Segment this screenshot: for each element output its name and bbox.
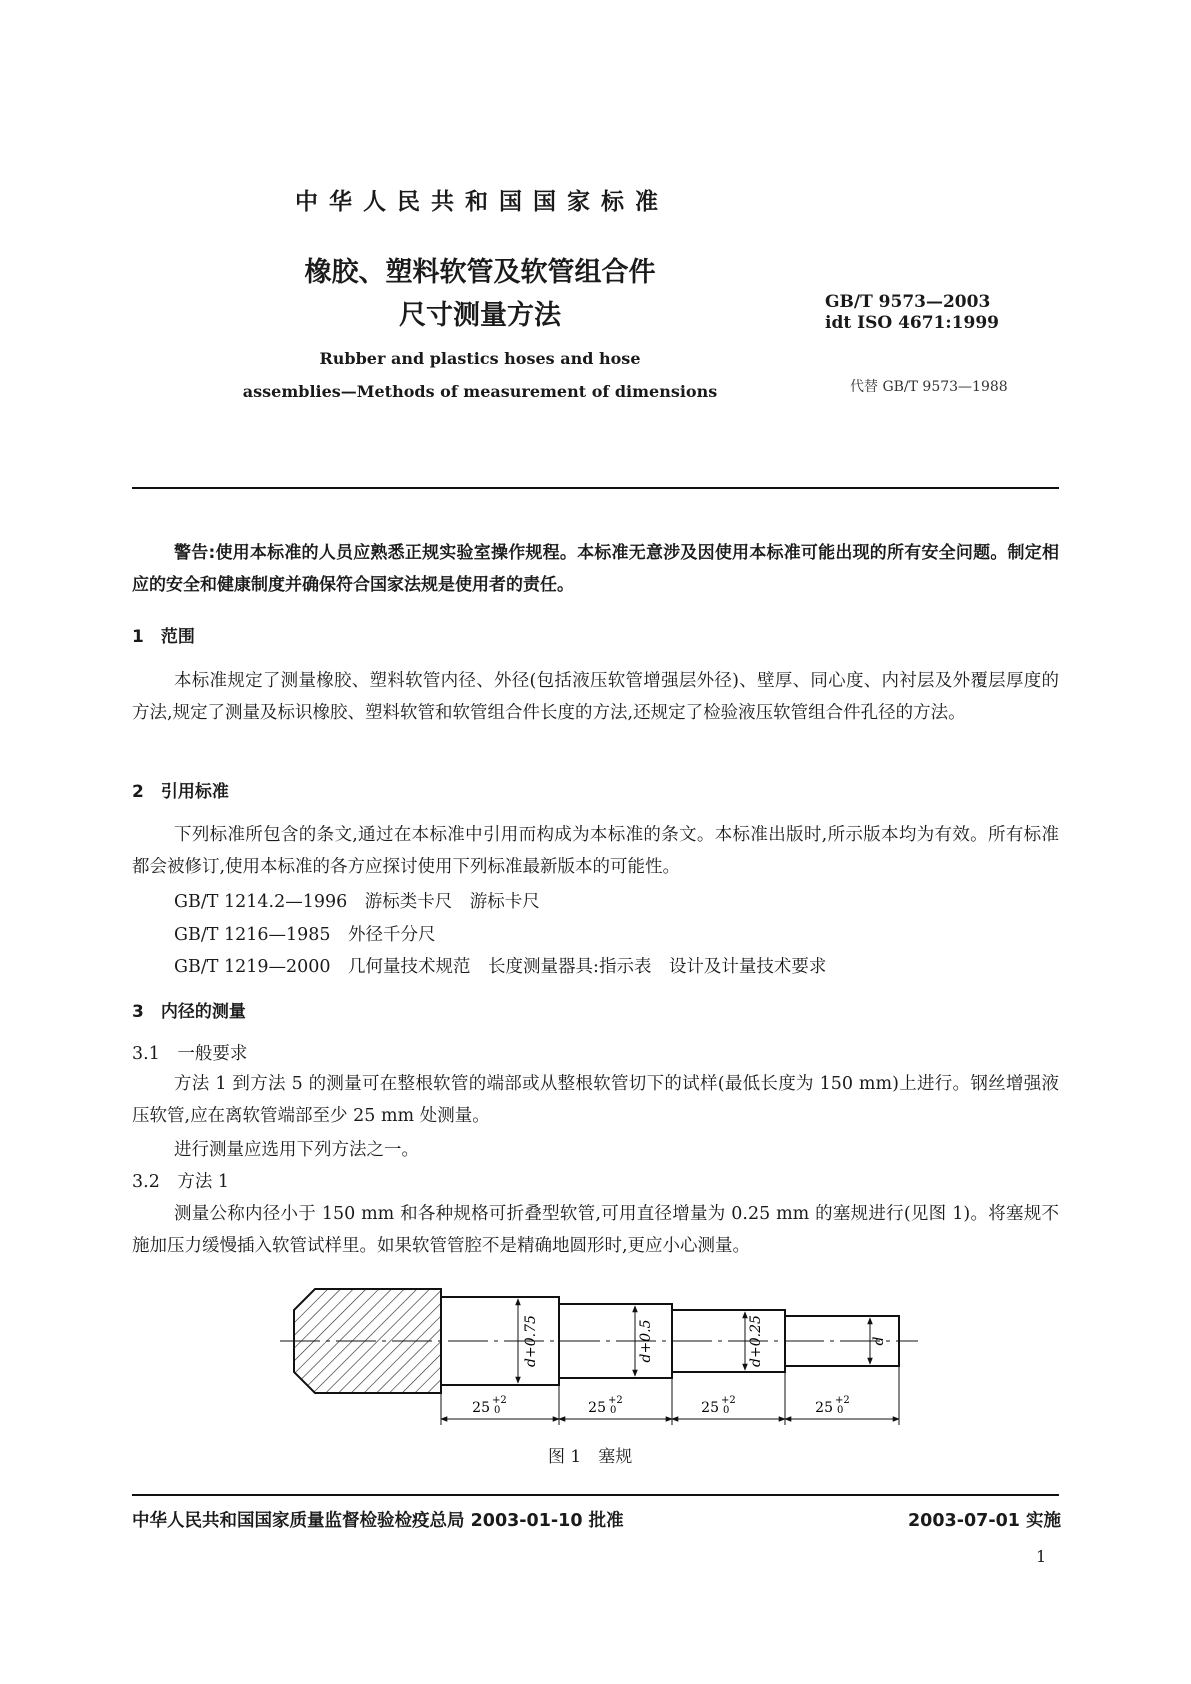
english-title-line1: Rubber and plastics hoses and hose bbox=[319, 349, 641, 368]
section-3-1-text: 方法 1 到方法 5 的测量可在整根软管的端部或从整根软管切下的试样(最低长度为 150 mm)上进行。钢丝增强液压软管,应在离软管端部至少 25 mm 处测量。 bbox=[132, 1074, 1059, 1126]
diameter-label: d+0.5 bbox=[638, 1319, 654, 1363]
length-label bbox=[588, 1395, 623, 1416]
reference-item: GB/T 1216—1985 外径千分尺 bbox=[174, 925, 436, 945]
approval-note: 中华人民共和国国家质量监督检验检疫总局 2003-01-10 批准 bbox=[132, 1511, 624, 1531]
section-3-heading: 3 内径的测量 bbox=[132, 1002, 246, 1022]
reference-item: GB/T 1214.2—1996 游标类卡尺 游标卡尺 bbox=[174, 892, 540, 912]
svg-text:25: 25 bbox=[472, 1400, 490, 1416]
svg-text:0: 0 bbox=[837, 1405, 844, 1416]
svg-text:0: 0 bbox=[494, 1405, 501, 1416]
section-3-1-text2: 进行测量应选用下列方法之一。 bbox=[174, 1140, 419, 1160]
footer-divider bbox=[132, 1494, 1059, 1496]
page-number: 1 bbox=[1036, 1547, 1047, 1566]
replaces-note: 代替 GB/T 9573—1988 bbox=[850, 379, 1008, 395]
svg-text:+2: +2 bbox=[835, 1395, 850, 1406]
svg-text:25: 25 bbox=[701, 1400, 719, 1416]
diameter-label: d+0.25 bbox=[748, 1315, 764, 1367]
svg-text:+2: +2 bbox=[608, 1395, 623, 1406]
section-2-text: 下列标准所包含的条文,通过在本标准中引用而构成为本标准的条文。本标准出版时,所示版本均为有效。所有标准都会被修订,使用本标准的各方应探讨使用下列标准最新版本的可能性。 bbox=[132, 825, 1059, 877]
svg-text:25: 25 bbox=[815, 1400, 833, 1416]
effective-date: 2003-07-01 实施 bbox=[908, 1511, 1062, 1531]
length-label bbox=[701, 1395, 736, 1416]
english-title-line2: assemblies—Methods of measurement of dimensions bbox=[242, 382, 718, 401]
document-title-line2: 尺寸测量方法 bbox=[399, 300, 561, 331]
section-1-text: 本标准规定了测量橡胶、塑料软管内径、外径(包括液压软管增强层外径)、壁厚、同心度、内衬层及外覆层厚度的方法,规定了测量及标识橡胶、塑料软管和软管组合件长度的方法,还规定了检验液压软管组合件孔径的方法。 bbox=[132, 671, 1059, 723]
section-3-1-heading: 3.1 一般要求 bbox=[132, 1044, 248, 1064]
svg-text:0: 0 bbox=[723, 1405, 730, 1416]
section-3-2-text: 测量公称内径小于 150 mm 和各种规格可折叠型软管,可用直径增量为 0.25 mm 的塞规进行(见图 1)。将塞规不施加压力缓慢插入软管试样里。如果软管管腔不是精确地圆形时,更应小心测量。 bbox=[132, 1204, 1059, 1256]
section-2-heading: 2 引用标准 bbox=[132, 782, 229, 802]
standard-idt: idt ISO 4671:1999 bbox=[825, 313, 999, 333]
reference-item: GB/T 1219—2000 几何量技术规范 长度测量器具:指示表 设计及计量技术要求 bbox=[174, 957, 827, 977]
figure-caption: 图 1 塞规 bbox=[548, 1447, 633, 1467]
length-label bbox=[815, 1395, 850, 1416]
length-label bbox=[472, 1395, 507, 1416]
national-standard-heading: 中华人民共和国国家标准 bbox=[295, 189, 669, 215]
svg-text:25: 25 bbox=[588, 1400, 606, 1416]
document-title-line1: 橡胶、塑料软管及软管组合件 bbox=[304, 257, 656, 288]
section-3-2-heading: 3.2 方法 1 bbox=[132, 1172, 230, 1192]
svg-text:+2: +2 bbox=[492, 1395, 507, 1406]
svg-text:0: 0 bbox=[610, 1405, 617, 1416]
standard-number: GB/T 9573—2003 bbox=[825, 292, 991, 312]
section-1-heading: 1 范围 bbox=[132, 627, 195, 647]
svg-text:+2: +2 bbox=[721, 1395, 736, 1406]
diameter-label: d+0.75 bbox=[523, 1315, 539, 1367]
warning-paragraph: 警告:使用本标准的人员应熟悉正规实验室操作规程。本标准无意涉及因使用本标准可能出现的所有安全问题。制定相应的安全和健康制度并确保符合国家法规是使用者的责任。 bbox=[132, 543, 1059, 595]
diameter-label: d bbox=[871, 1336, 887, 1346]
